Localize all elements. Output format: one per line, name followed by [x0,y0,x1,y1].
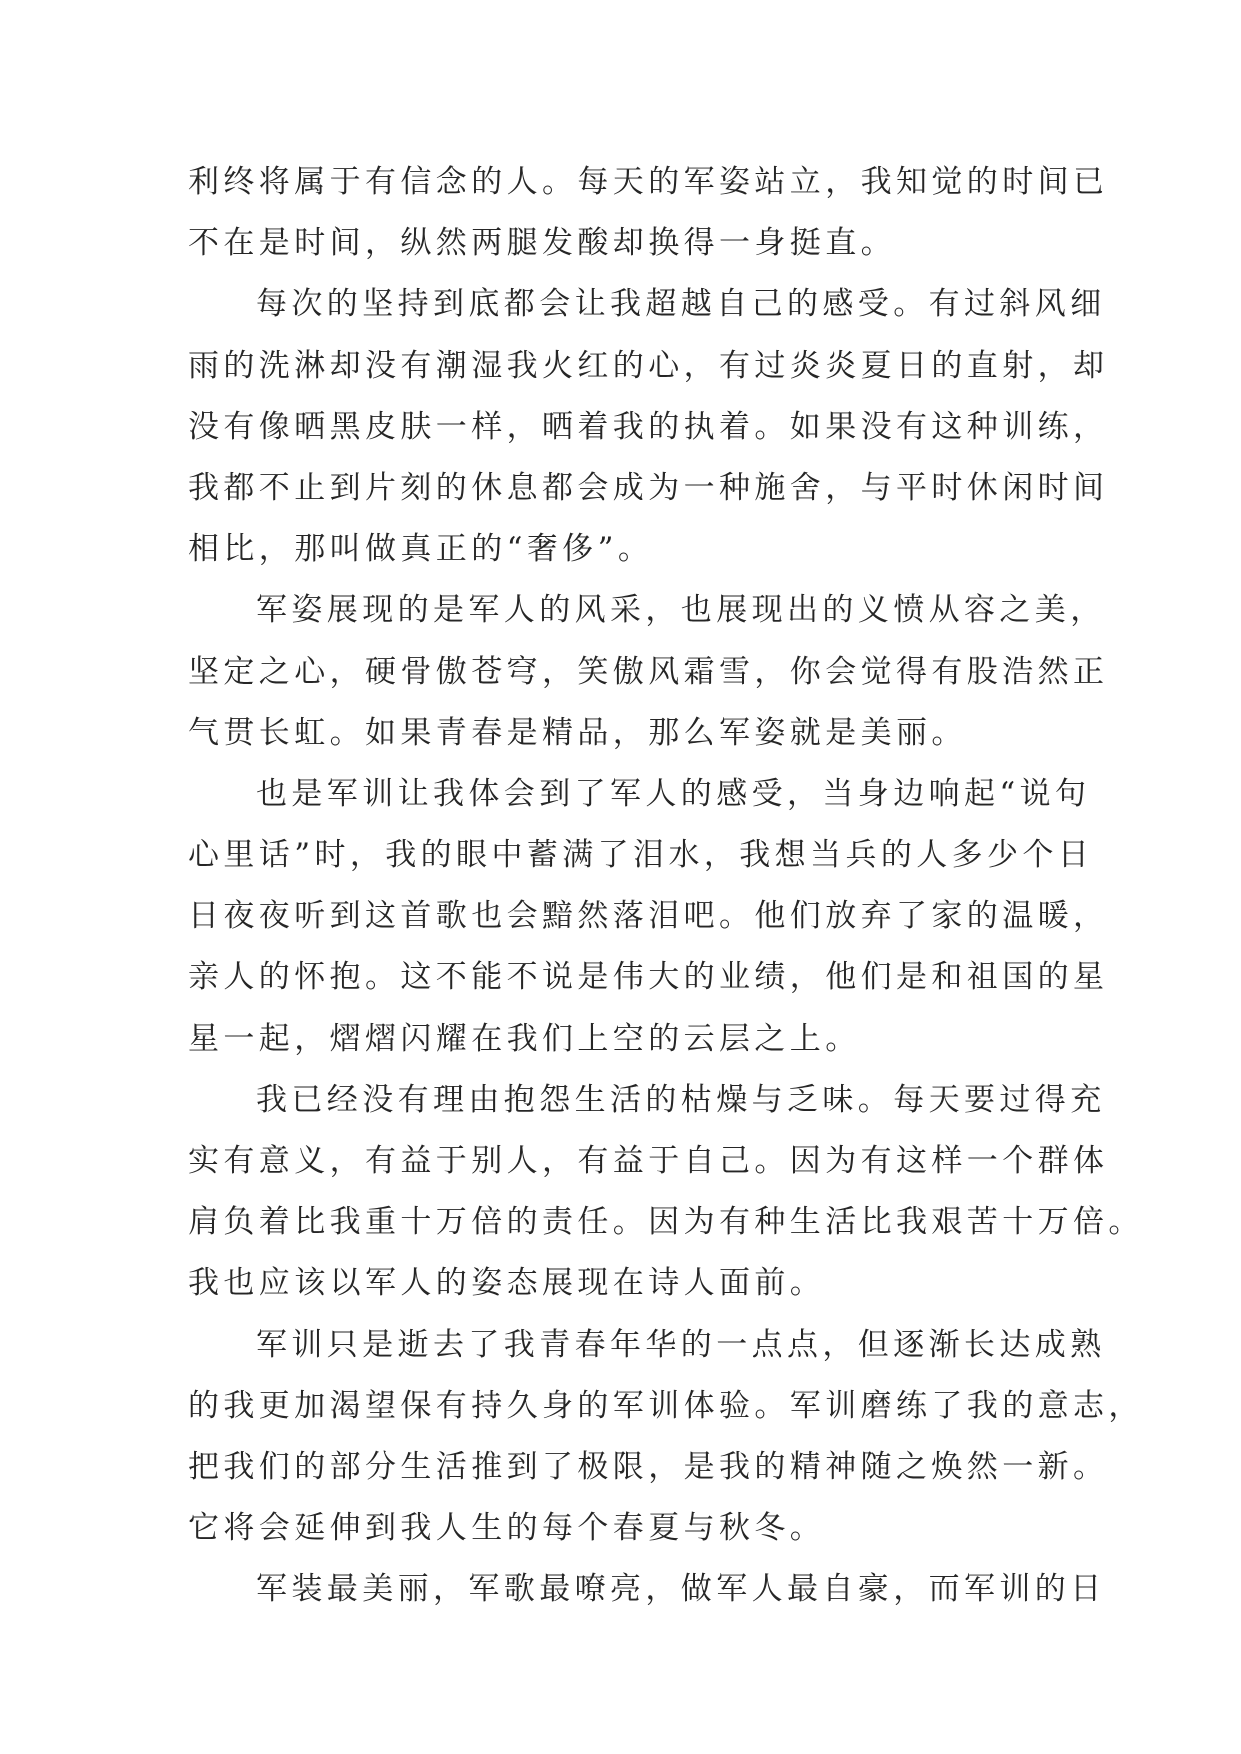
text-line: 我也应该以军人的姿态展现在诗人面前。 [188,1265,826,1302]
text-line: 实有意义，有益于别人，有益于自己。因为有这样一个群体 [188,1143,1109,1179]
text-line: 雨的洗淋却没有潮湿我火红的心，有过炎炎夏日的直射，却 [188,347,1109,384]
text-line: 不在是时间，纵然两腿发酸却换得一身挺直。 [188,225,896,262]
text-line: 星一起，熠熠闪耀在我们上空的云层之上。 [188,1020,861,1057]
paragraph-first-line: 军训只是逝去了我青春年华的一点点，但逐渐长达成熟 [256,1326,1106,1363]
text-line: 的我更加渴望保有持久身的军训体验。军训磨练了我的意志， [188,1387,1144,1424]
paragraph-first-line: 也是军训让我体会到了军人的感受，当身边响起“说句 [256,775,1091,812]
text-line: 心里话”时，我的眼中蓄满了泪水，我想当兵的人多少个日 [188,837,1094,874]
text-line: 气贯长虹。如果青春是精品，那么军姿就是美丽。 [188,714,967,751]
text-line: 日夜夜听到这首歌也会黯然落泪吧。他们放弃了家的温暖， [188,898,1109,935]
text-line: 肩负着比我重十万倍的责任。因为有种生活比我艰苦十万倍。 [188,1204,1144,1241]
text-line: 它将会延伸到我人生的每个春夏与秋冬。 [188,1510,826,1547]
text-line: 没有像晒黑皮肤一样，晒着我的执着。如果没有这种训练， [188,408,1109,445]
text-line: 相比，那叫做真正的“奢侈”。 [188,531,654,568]
paragraph-first-line: 每次的坚持到底都会让我超越自己的感受。有过斜风细 [256,286,1106,323]
document-body [188,152,1144,1621]
text-line: 把我们的部分生活推到了极限，是我的精神随之焕然一新。 [188,1448,1109,1485]
paragraph-first-line: 我已经没有理由抱怨生活的枯燥与乏味。每天要过得充 [256,1081,1106,1118]
text-line: 我都不止到片刻的休息都会成为一种施舍，与平时休闲时间 [188,469,1109,506]
paragraph-first-line: 军姿展现的是军人的风采，也展现出的义愤从容之美， [256,592,1106,629]
text-line: 利终将属于有信念的人。每天的军姿站立，我知觉的时间已 [188,164,1109,200]
paragraph-first-line: 军装最美丽，军歌最嘹亮，做军人最自豪，而军训的日 [256,1571,1106,1608]
text-line: 亲人的怀抱。这不能不说是伟大的业绩，他们是和祖国的星 [188,959,1109,996]
text-line: 坚定之心，硬骨傲苍穹，笑傲风霜雪，你会觉得有股浩然正 [188,653,1109,690]
